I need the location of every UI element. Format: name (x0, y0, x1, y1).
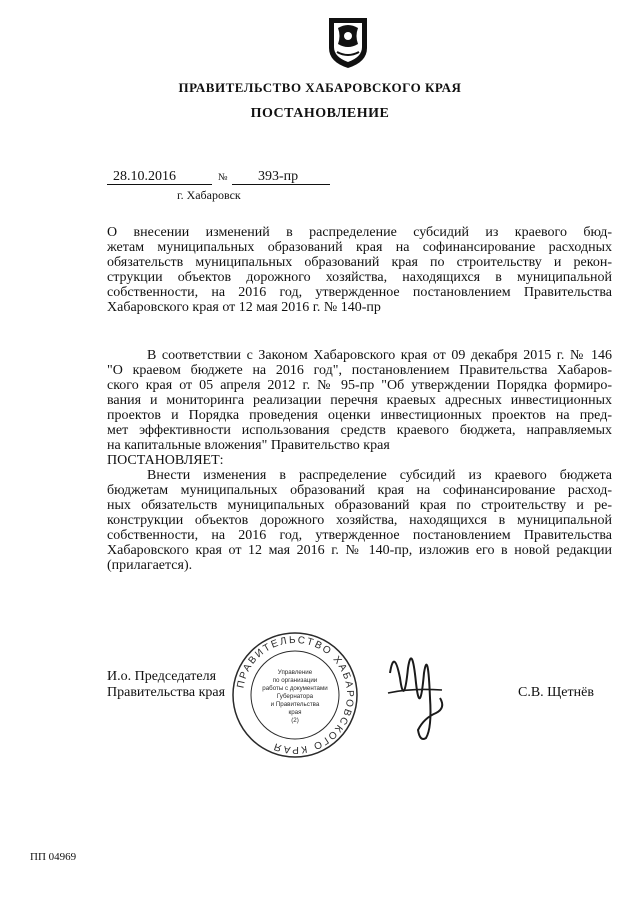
handwritten-signature-icon (380, 638, 460, 748)
number-sign: № (218, 172, 228, 183)
decree-body (107, 348, 612, 573)
svg-text:(2): (2) (291, 717, 299, 724)
title-line: Хабаровского края от 12 мая 2016 г. № 140-пр (107, 300, 381, 315)
operative-line: конструкции объектов дорожного хозяйства, находящихся в муниципальной (107, 513, 612, 528)
svg-text:Управление: Управление (277, 669, 313, 676)
preamble-line: В соответствии с Законом Хабаровского края от 09 декабря 2015 г. № 146 (147, 348, 612, 363)
svg-text:по организации: по организации (272, 677, 318, 684)
svg-text:края: края (288, 709, 302, 716)
document-type: ПОСТАНОВЛЕНИЕ (250, 106, 390, 121)
title-line: О внесении изменений в распределение субсидий из краевого бюд- (107, 225, 612, 240)
operative-line: собственности, на 2016 год, утвержденное постановлением Правительства (107, 528, 612, 543)
document-code: ПП 04969 (30, 851, 77, 863)
official-seal-icon (230, 630, 360, 760)
signatory-position (107, 669, 225, 701)
decree-number: 393-пр (258, 169, 299, 184)
preamble-line: вания и мониторинга реализации перечня краевых адресных инвестиционных (107, 393, 612, 408)
title-line: жетам муниципальных образований края на софинансирование расходных (107, 240, 612, 255)
signatory-position-line: И.о. Председателя (107, 669, 217, 684)
svg-text:Губернатора: Губернатора (276, 693, 314, 700)
title-line: собственности, на 2016 год, утвержденное постановлением Правительства (107, 285, 612, 300)
svg-text:и Правительства: и Правительства (270, 701, 320, 708)
svg-text:ПРАВИТЕЛЬСТВО ХАБАРОВСКОГО КРА: ПРАВИТЕЛЬСТВО ХАБАРОВСКОГО КРАЯ (235, 634, 356, 756)
signatory-name: С.В. Щетнёв (518, 685, 594, 700)
operative-line: Внести изменения в распределение субсидий из краевого бюджета (147, 468, 612, 483)
svg-text:работы с документами: работы с документами (262, 685, 328, 692)
operative-line: Хабаровского края от 12 мая 2016 г. № 140-пр, изложив его в новой редакции (107, 543, 612, 558)
decree-date: 28.10.2016 (113, 169, 176, 184)
title-line: обязательств муниципальных образований края по строительству и рекон- (107, 255, 612, 270)
government-name: ПРАВИТЕЛЬСТВО ХАБАРОВСКОГО КРАЯ (178, 80, 462, 95)
number-underline (232, 184, 330, 185)
preamble-line: "О краевом бюджете на 2016 год", постановлением Правительства Хабаров- (107, 363, 612, 378)
coat-of-arms-icon (325, 14, 371, 70)
decree-title (107, 225, 612, 315)
title-line: струкции объектов дорожного хозяйства, находящихся в муниципальной (107, 270, 612, 285)
city: г. Хабаровск (177, 188, 241, 202)
operative-line: бюджетам муниципальных образований края на софинансирование расход- (107, 483, 612, 498)
preamble-line: мет эффективности использования средств краевого бюджета, направляемых (107, 423, 612, 438)
operative-line: (прилагается). (107, 558, 193, 573)
date-underline (107, 184, 212, 185)
preamble-line: ского края от 05 апреля 2012 г. № 95-пр "Об утверждении Порядка формиро- (107, 378, 612, 393)
signatory-position-line: Правительства края (107, 685, 226, 700)
resolves-heading: ПОСТАНОВЛЯЕТ: (107, 453, 224, 468)
preamble-line: проектов и Порядка проведения оценки инвестиционных проектов на пред- (107, 408, 612, 423)
operative-line: ных обязательств муниципальных образований края по строительству и ре- (107, 498, 612, 513)
preamble-line: на капитальные вложения" Правительство края (107, 438, 390, 453)
